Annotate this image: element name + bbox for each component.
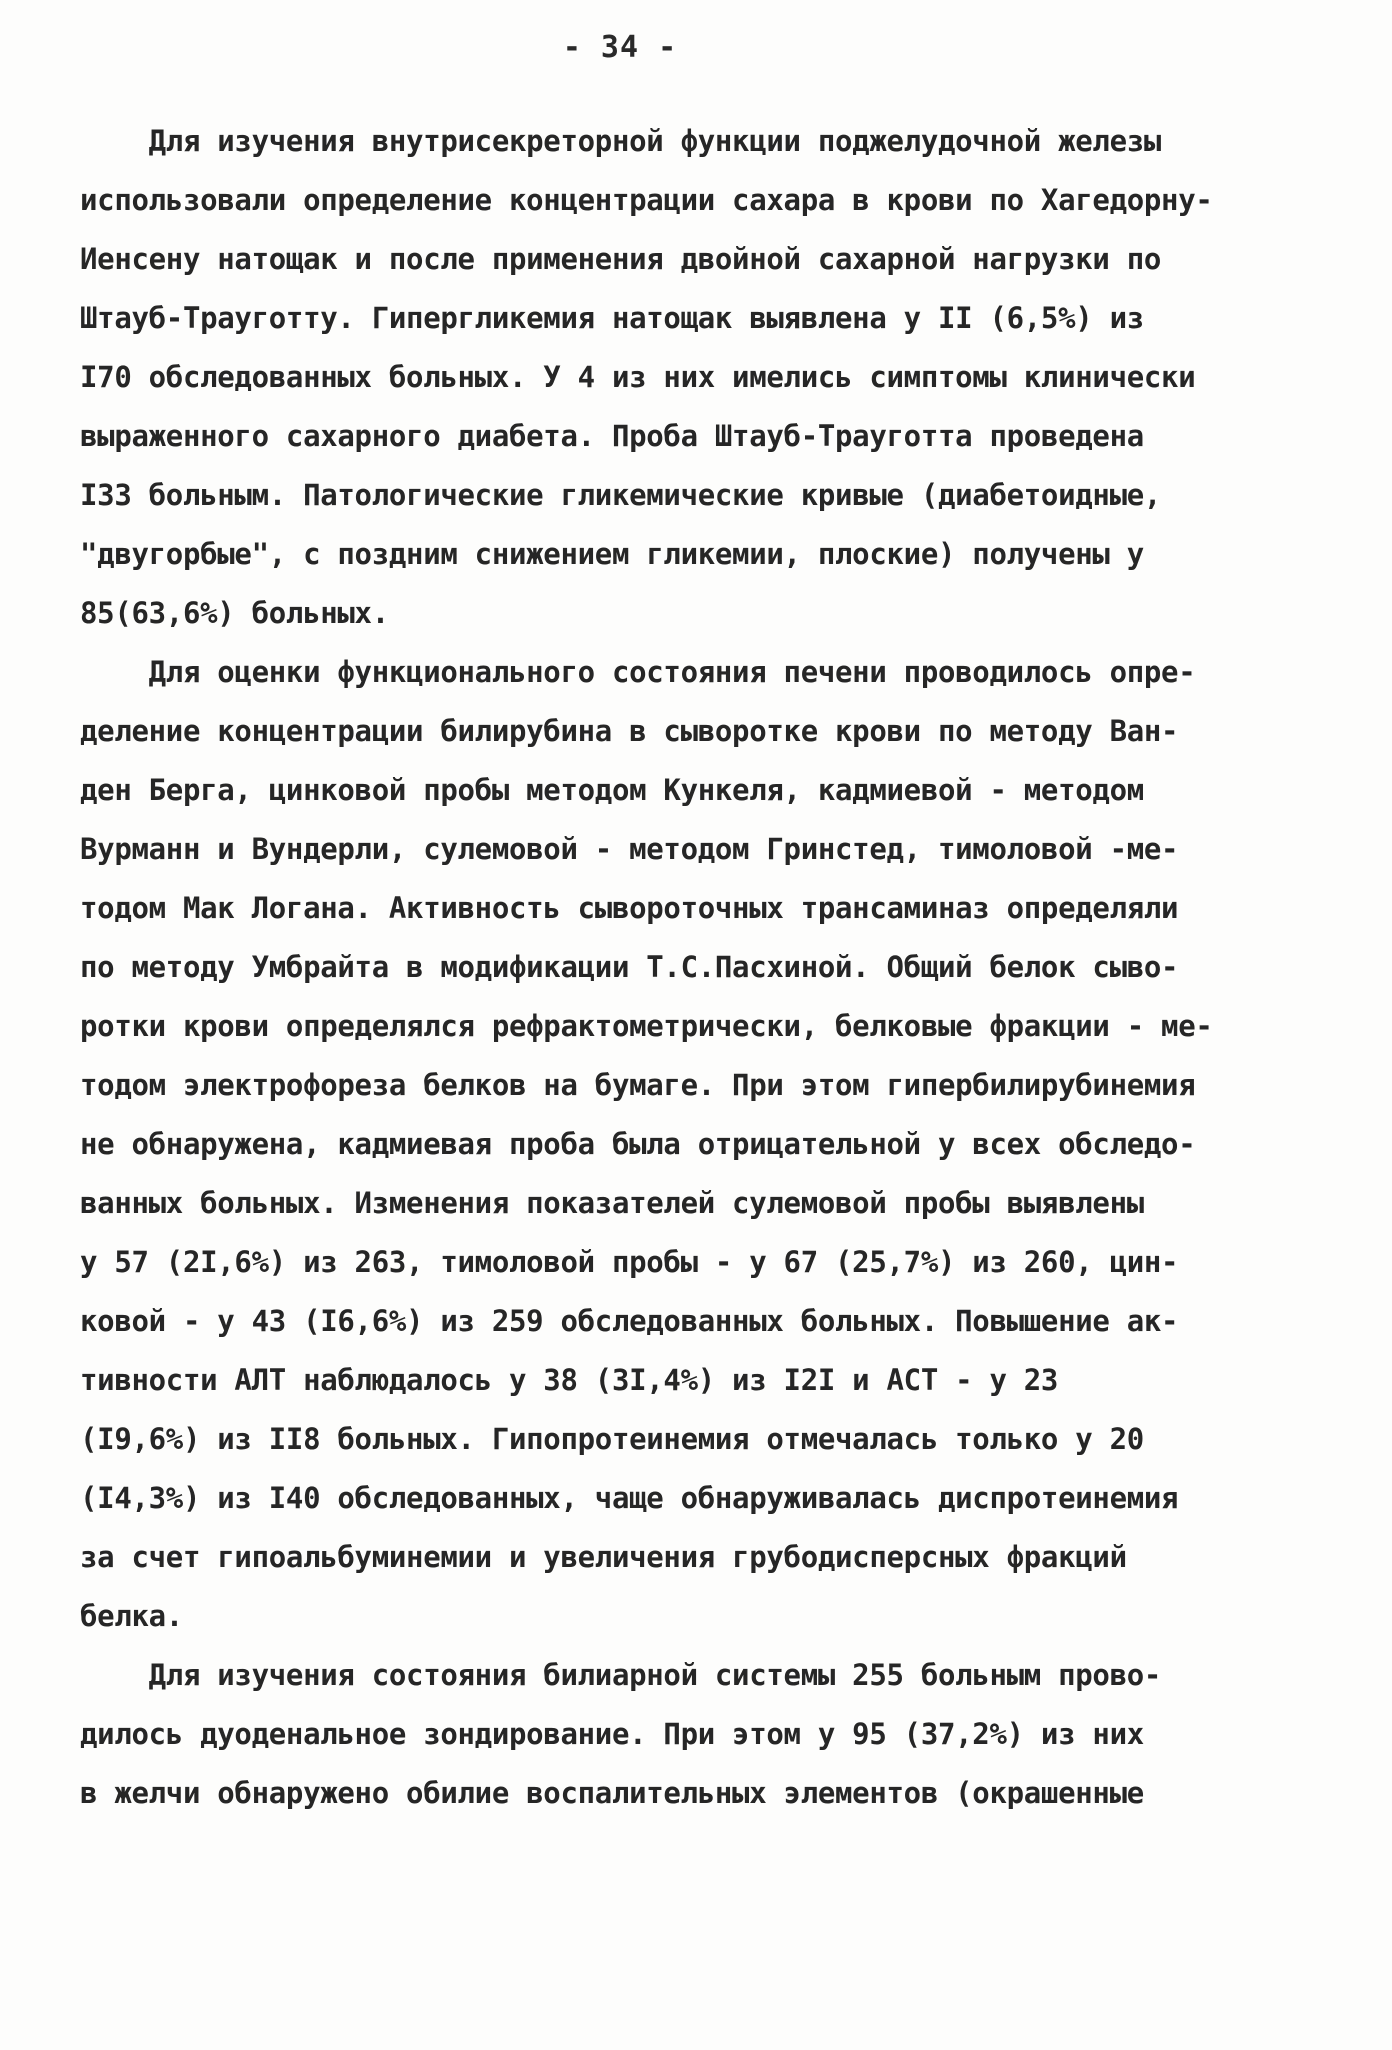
- text-line: Иенсену натощак и после применения двойной сахарной нагрузки по: [80, 242, 1162, 276]
- text-line: тивности АЛТ наблюдалось у 38 (3I,4%) из I2I и АСТ - у 23: [80, 1363, 1059, 1397]
- text-line: дилось дуоденальное зондирование. При этом у 95 (37,2%) из них: [80, 1717, 1144, 1751]
- text-line: по методу Умбрайта в модификации Т.С.Пасхиной. Общий белок сыво-: [80, 950, 1179, 984]
- text-line: 85(63,6%) больных.: [80, 596, 389, 630]
- text-line: ванных больных. Изменения показателей сулемовой пробы выявлены: [80, 1186, 1144, 1220]
- text-line: деление концентрации билирубина в сыворотке крови по методу Ван-: [80, 714, 1179, 748]
- text-line: не обнаружена, кадмиевая проба была отрицательной у всех обследо-: [80, 1127, 1196, 1161]
- text-line: ковой - у 43 (I6,6%) из 259 обследованных больных. Повышение ак-: [80, 1304, 1179, 1338]
- text-line: ротки крови определялся рефрактометрически, белковые фракции - ме-: [80, 1009, 1213, 1043]
- text-line: выраженного сахарного диабета. Проба Штауб-Трауготта проведена: [80, 419, 1144, 453]
- body-text: [80, 112, 1280, 1823]
- page-number: - 34 -: [562, 30, 678, 65]
- text-line: в желчи обнаружено обилие воспалительных элементов (окрашенные: [80, 1776, 1144, 1810]
- text-line: I33 больным. Патологические гликемические кривые (диабетоидные,: [80, 478, 1162, 512]
- text-line: белка.: [80, 1599, 183, 1633]
- text-line: тодом электрофореза белков на бумаге. При этом гипербилирубинемия: [80, 1068, 1196, 1102]
- text-line: тодом Мак Логана. Активность сывороточных трансаминаз определяли: [80, 891, 1179, 925]
- text-line: ден Берга, цинковой пробы методом Кункеля, кадмиевой - методом: [80, 773, 1144, 807]
- text-line: "двугорбые", с поздним снижением гликемии, плоские) получены у: [80, 537, 1144, 571]
- text-line: (I4,3%) из I40 обследованных, чаще обнаруживалась диспротеинемия: [80, 1481, 1179, 1515]
- text-line: за счет гипоальбуминемии и увеличения грубодисперсных фракций: [80, 1540, 1127, 1574]
- text-line: I70 обследованных больных. У 4 из них имелись симптомы клинически: [80, 360, 1196, 394]
- text-line: у 57 (2I,6%) из 263, тимоловой пробы - у 67 (25,7%) из 260, цин-: [80, 1245, 1179, 1279]
- text-line: использовали определение концентрации сахара в крови по Хагедорну-: [80, 183, 1213, 217]
- text-line: Для изучения состояния билиарной системы 255 больным прово-: [80, 1658, 1162, 1692]
- text-line: Вурманн и Вундерли, сулемовой - методом Гринстед, тимоловой -ме-: [80, 832, 1179, 866]
- text-line: (I9,6%) из II8 больных. Гипопротеинемия отмечалась только у 20: [80, 1422, 1144, 1456]
- text-line: Для изучения внутрисекреторной функции поджелудочной железы: [80, 124, 1162, 158]
- text-line: Для оценки функционального состояния печени проводилось опре-: [80, 655, 1196, 689]
- text-line: Штауб-Трауготту. Гипергликемия натощак выявлена у II (6,5%) из: [80, 301, 1144, 335]
